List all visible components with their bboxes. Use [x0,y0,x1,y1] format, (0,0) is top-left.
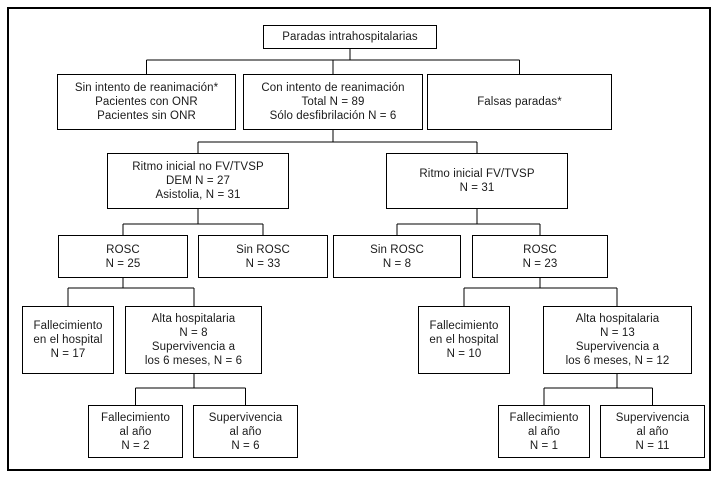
node-label: al año [636,425,669,438]
node-label: Pacientes sin ONR [97,110,196,122]
node-sin-intento-reanimacion [57,74,236,130]
node-con-intento-reanimacion [243,74,423,130]
node-sin-rosc-n33 [198,235,328,278]
node-label: Supervivencia a [151,341,236,353]
node-label: al año [119,425,152,438]
node-label: Falsas paradas* [477,96,562,108]
node-label: los 6 meses, N = 12 [565,355,670,367]
node-ritmo-inicial-fv-tvsp [386,153,568,209]
node-label: N = 6 [231,439,260,452]
node-label: Fallecimiento [33,320,103,332]
node-label: N = 2 [121,439,150,452]
node-label: en el hospital [33,334,103,346]
node-label: Supervivencia [615,411,690,424]
node-label: DEM N = 27 [166,175,230,187]
node-label: N = 10 [446,348,482,360]
node-label: N = 1 [529,439,559,452]
node-alta-hospitalaria-n8 [125,306,262,374]
node-label: Ritmo inicial no FV/TVSP [132,161,264,173]
node-rosc-n23 [472,235,608,278]
node-label: N = 25 [105,257,141,270]
node-label: Sin ROSC [370,243,424,256]
node-label: Ritmo inicial FV/TVSP [419,168,535,180]
node-label: Alta hospitalaria [151,313,236,325]
node-label: Supervivencia [208,411,283,424]
node-fallecimiento-hospital-n10 [418,306,510,374]
node-label: N = 17 [50,348,86,360]
node-label: Asistolia, N = 31 [155,189,241,201]
node-label: Sin ROSC [236,243,290,256]
node-paradas-intrahospitalarias [263,25,437,49]
node-label: en el hospital [429,334,499,346]
node-label: Con intento de reanimación [261,82,405,94]
node-label: Fallecimiento [509,411,579,424]
node-label: N = 31 [459,182,495,194]
node-label: ROSC [106,243,140,256]
node-fallecimiento-ano-n1 [498,405,590,458]
node-label: Total N = 89 [301,96,365,108]
node-label: N = 8 [179,327,208,339]
node-label: al año [528,425,560,438]
node-label: Supervivencia a [575,341,660,353]
node-label: N = 8 [382,257,412,270]
node-label: Fallecimiento [100,411,171,424]
node-label: al año [229,425,262,438]
node-supervivencia-ano-n11 [600,405,705,458]
node-label: N = 23 [522,257,558,270]
node-falsas-paradas [427,74,612,130]
node-rosc-n25 [58,235,188,278]
node-alta-hospitalaria-n13 [543,306,692,374]
node-supervivencia-ano-n6 [193,405,298,458]
node-label: Sin intento de reanimación* [74,82,219,94]
node-label: Pacientes con ONR [95,96,198,108]
node-label: N = 11 [635,439,670,452]
node-fallecimiento-ano-n2 [88,405,183,458]
node-label: Fallecimiento [429,320,499,332]
node-label: ROSC [523,243,557,256]
node-label: N = 33 [245,257,281,270]
node-label: Alta hospitalaria [575,313,660,325]
node-label: los 6 meses, N = 6 [144,355,243,367]
node-sin-rosc-n8 [333,235,461,278]
node-label: N = 13 [600,327,635,339]
node-ritmo-inicial-no-fv-tvsp [107,153,289,209]
node-label: Paradas intrahospitalarias [282,31,418,43]
node-label: Sólo desfibrilación N = 6 [269,110,397,122]
node-fallecimiento-hospital-n17 [22,306,114,374]
